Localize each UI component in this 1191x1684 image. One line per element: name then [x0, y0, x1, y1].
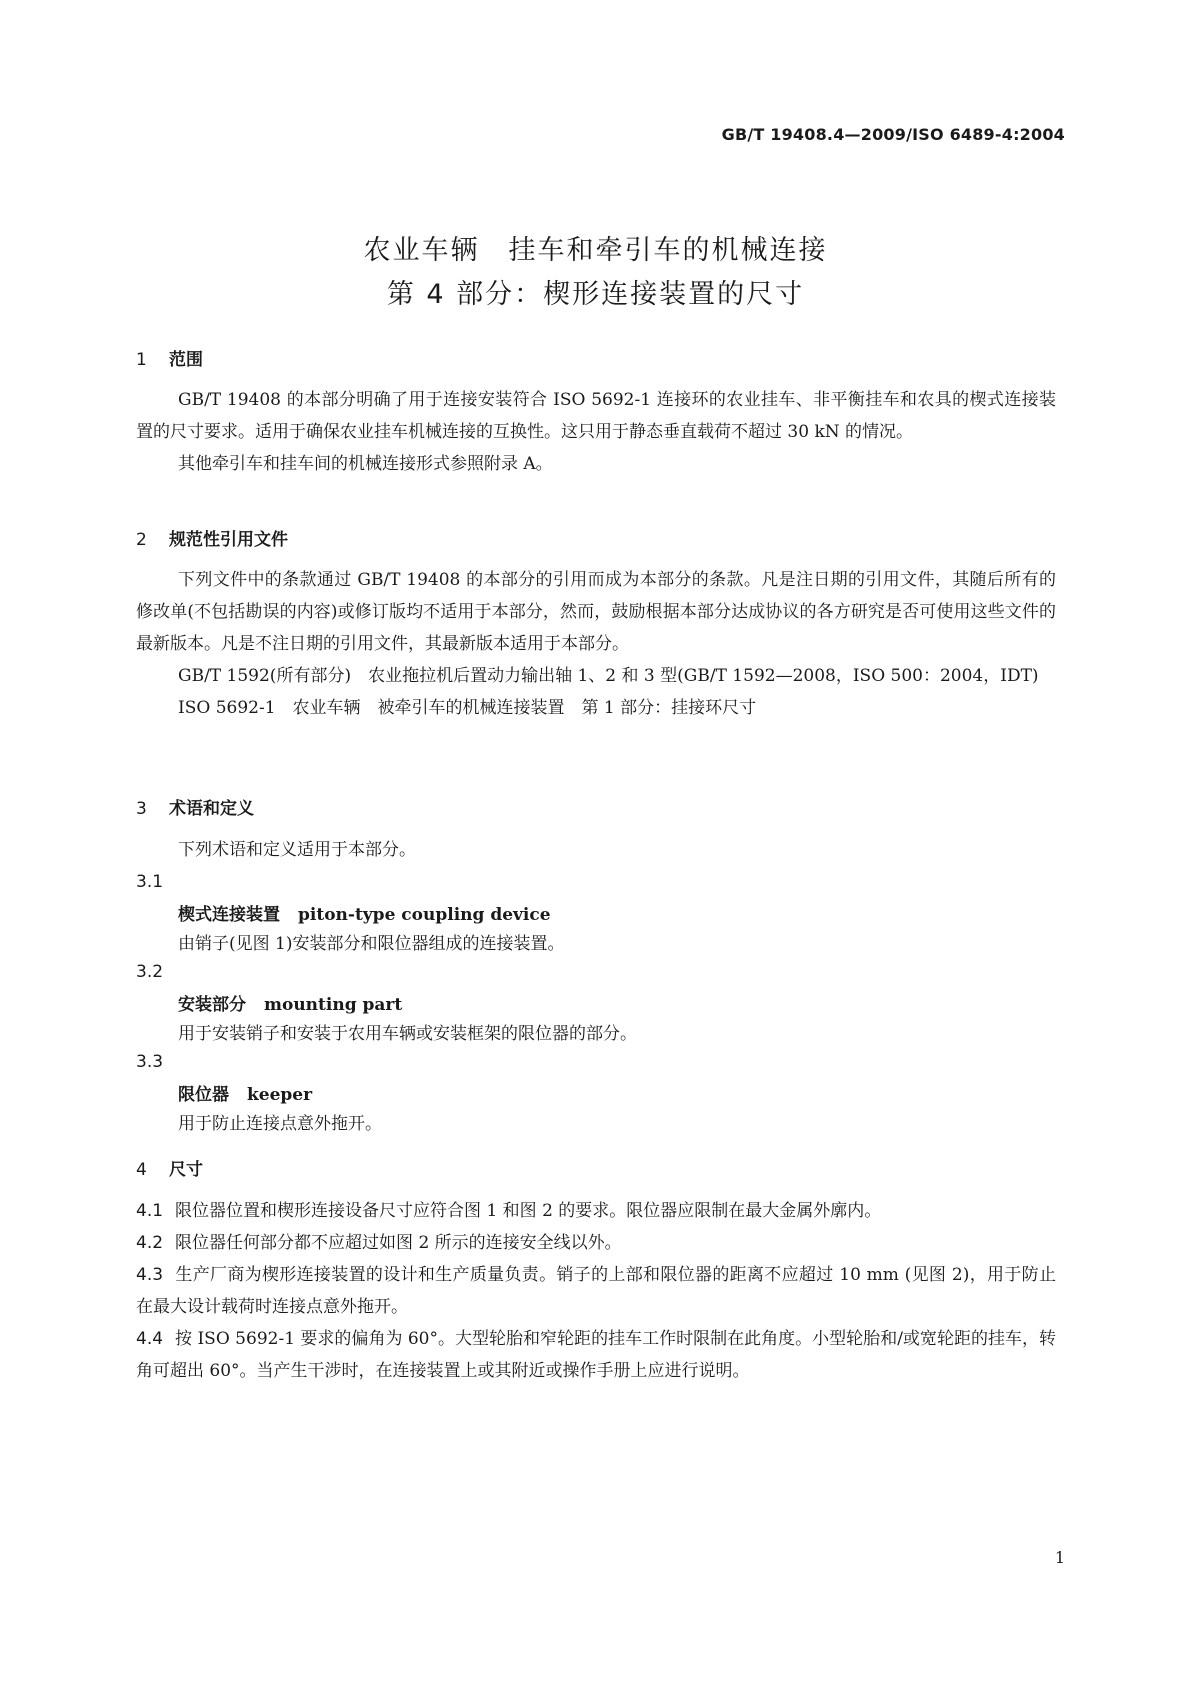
term-zh: 限位器	[178, 1085, 229, 1105]
section-title: 规范性引用文件	[169, 530, 288, 550]
reference-entry: GB/T 1592(所有部分) 农业拖拉机后置动力输出轴 1、2 和 3 型(GB/T 1592—2008，ISO 500：2004，IDT)	[178, 666, 1039, 686]
term-zh: 楔式连接装置	[178, 905, 280, 925]
term-title	[178, 1080, 312, 1105]
term-title	[178, 900, 551, 925]
clause	[136, 1227, 1056, 1259]
clause-text: 生产厂商为楔形连接装置的设计和生产质量负责。销子的上部和限位器的距离不应超过 10 mm (见图 2)，用于防止在最大设计载荷时连接点意外拖开。	[136, 1265, 1056, 1317]
term-definition: 由销子(见图 1)安装部分和限位器组成的连接装置。	[178, 934, 565, 954]
section-number: 2	[136, 530, 147, 550]
term-en: keeper	[247, 1085, 313, 1105]
document-title-line1: 农业车辆 挂车和牵引车的机械连接	[363, 235, 828, 266]
section-title: 术语和定义	[169, 799, 254, 819]
term-zh: 安装部分	[178, 995, 246, 1015]
section-number: 1	[136, 350, 147, 370]
clause	[136, 1259, 1056, 1323]
term-number: 3.3	[136, 1052, 164, 1072]
paragraph: 下列文件中的条款通过 GB/T 19408 的本部分的引用而成为本部分的条款。凡是注日期的引用文件，其随后所有的修改单(不包括勘误的内容)或修订版均不适用于本部分，然而，鼓励根据本部分达成协议的各方研究是否可使用这些文件的最新版本。凡是不注日期的引用文件，其最新版本适用于本部分。	[136, 570, 1056, 654]
term-definition: 用于安装销子和安装于农用车辆或安装框架的限位器的部分。	[178, 1024, 637, 1044]
paragraph: 其他牵引车和挂车间的机械连接形式参照附录 A。	[178, 454, 553, 474]
clause-number: 4.2	[136, 1233, 164, 1253]
clause	[136, 1195, 1056, 1227]
reference-entry: ISO 5692-1 农业车辆 被牵引车的机械连接装置 第 1 部分：挂接环尺寸	[178, 698, 757, 718]
section-4-heading	[136, 1155, 203, 1180]
clause-number: 4.4	[136, 1329, 164, 1349]
document-title-line2: 第 4 部分：楔形连接装置的尺寸	[386, 279, 805, 310]
section-3-intro	[136, 834, 1056, 866]
term-en: mounting part	[264, 995, 403, 1015]
paragraph: 下列术语和定义适用于本部分。	[178, 840, 416, 860]
clause	[136, 1323, 1056, 1387]
section-2-heading	[136, 525, 288, 550]
section-3-heading	[136, 794, 254, 819]
term-number: 3.1	[136, 872, 164, 892]
section-title: 范围	[169, 350, 203, 370]
section-number: 4	[136, 1160, 147, 1180]
clause-number: 4.1	[136, 1201, 164, 1221]
term-number: 3.2	[136, 962, 164, 982]
term-definition: 用于防止连接点意外拖开。	[178, 1114, 382, 1134]
term-en: piton-type coupling device	[298, 905, 551, 925]
section-number: 3	[136, 799, 147, 819]
section-2-body	[136, 564, 1056, 724]
paragraph: GB/T 19408 的本部分明确了用于连接安装符合 ISO 5692-1 连接环的农业挂车、非平衡挂车和农具的楔式连接装置的尺寸要求。适用于确保农业挂车机械连接的互换性。这只用于静态垂直载荷不超过 30 kN 的情况。	[136, 390, 1056, 442]
term-title	[178, 990, 402, 1015]
standard-code: GB/T 19408.4—2009/ISO 6489-4:2004	[721, 125, 1065, 144]
section-title: 尺寸	[169, 1160, 203, 1180]
section-1-body	[136, 384, 1056, 480]
section-1-heading	[136, 345, 203, 370]
clause-text: 限位器位置和楔形连接设备尺寸应符合图 1 和图 2 的要求。限位器应限制在最大金属外廓内。	[175, 1201, 882, 1221]
clause-number: 4.3	[136, 1265, 164, 1285]
page-number: 1	[1054, 1548, 1065, 1567]
clause-text: 限位器任何部分都不应超过如图 2 所示的连接安全线以外。	[175, 1233, 622, 1253]
clause-text: 按 ISO 5692-1 要求的偏角为 60°。大型轮胎和窄轮距的挂车工作时限制在此角度。小型轮胎和/或宽轮距的挂车，转角可超出 60°。当产生干涉时，在连接装置上或其附近或操作手册上应进行说明。	[136, 1329, 1056, 1381]
section-4-body	[136, 1195, 1056, 1387]
